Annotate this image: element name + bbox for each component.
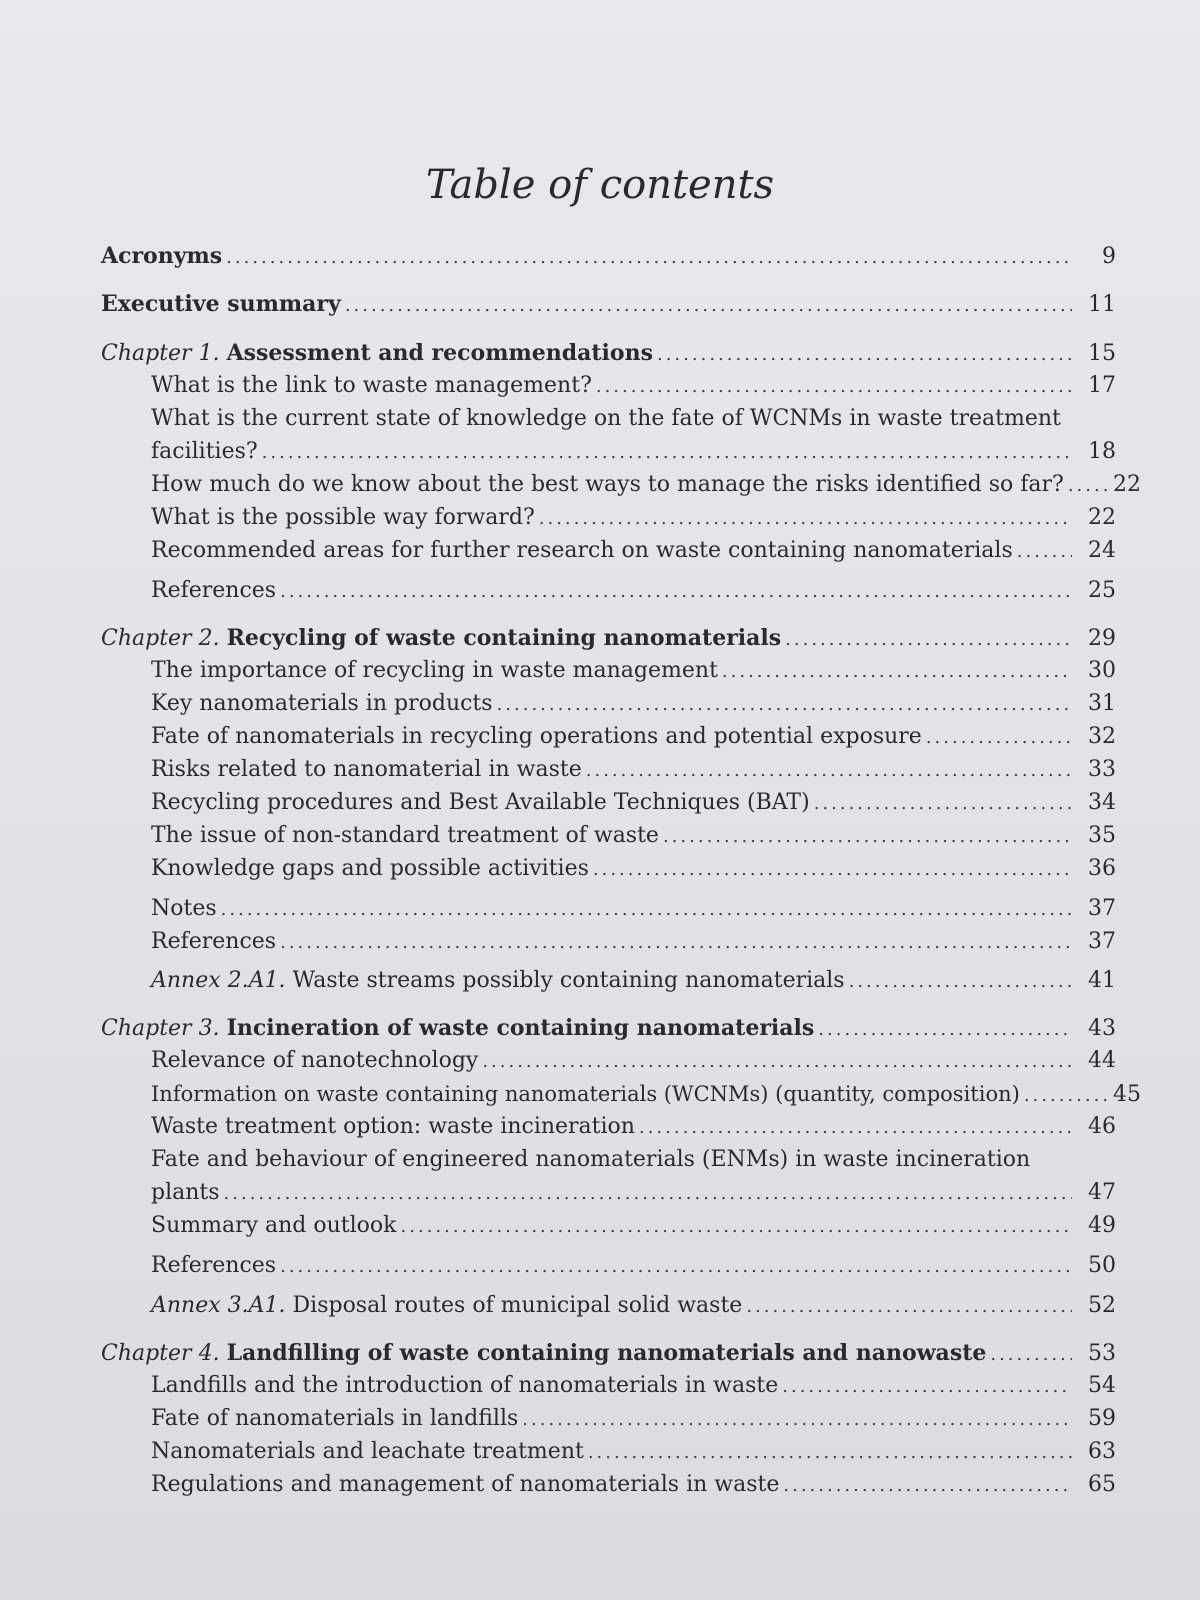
leader-dots: [522, 1405, 1072, 1435]
toc-page-number: 36: [1088, 856, 1116, 881]
toc-page-number: 25: [1088, 578, 1116, 603]
leader-dots: [1068, 471, 1109, 501]
toc-entry-title: Regulations and management of nanomaterials in waste: [151, 1472, 780, 1497]
toc-entry-references[interactable]: [151, 576, 1116, 607]
toc-entry[interactable]: [151, 722, 1116, 753]
toc-entry-title: Key nanomaterials in products: [151, 691, 493, 716]
toc-entry[interactable]: [151, 1437, 1116, 1468]
leader-dots: [224, 1179, 1072, 1209]
toc-page-number: 24: [1088, 538, 1116, 563]
leader-dots: [262, 438, 1072, 468]
toc-page-number: 49: [1088, 1213, 1116, 1238]
toc-entry-title: Landfilling of waste containing nanomaterials and nanowaste: [226, 1340, 987, 1366]
leader-dots: [586, 756, 1072, 786]
toc-entry-references[interactable]: [151, 1251, 1116, 1282]
toc-entry-title: Fate of nanomaterials in landfills: [151, 1406, 519, 1431]
toc-entry-title: Landfills and the introduction of nanomaterials in waste: [151, 1373, 779, 1398]
toc-page-number: 41: [1088, 968, 1116, 993]
toc-entry-acronyms[interactable]: [101, 241, 1116, 273]
annex-prefix: Annex 3.A1.: [151, 1293, 293, 1318]
toc-page-number: 54: [1088, 1373, 1116, 1398]
leader-dots: [280, 1252, 1072, 1282]
toc-entry[interactable]: [151, 689, 1116, 720]
toc-page-number: 65: [1088, 1472, 1116, 1497]
toc-entry-title: Assessment and recommendations: [226, 340, 653, 366]
toc-entry-annex-3a1[interactable]: [151, 1291, 1116, 1322]
chapter-prefix: Chapter 3.: [101, 1016, 227, 1041]
toc-entry-title: Risks related to nanomaterial in waste: [151, 757, 582, 782]
leader-dots: [818, 1015, 1072, 1045]
toc-entry-title: Disposal routes of municipal solid waste: [292, 1293, 743, 1318]
toc-entry[interactable]: [151, 821, 1116, 852]
toc-entry-title: Information on waste containing nanomaterials (WCNMs) (quantity, composition): [151, 1082, 1020, 1106]
toc-entry-title: Waste streams possibly containing nanomaterials: [292, 968, 845, 993]
toc-page-number: 35: [1088, 823, 1116, 848]
toc-entry-title: Recommended areas for further research on waste containing nanomaterials: [151, 538, 1013, 563]
toc-page-number: 47: [1088, 1180, 1116, 1205]
chapter-prefix: Chapter 2.: [101, 626, 227, 651]
toc-entry[interactable]: [151, 755, 1116, 786]
leader-dots: [849, 967, 1072, 997]
leader-dots: [596, 372, 1072, 402]
leader-dots: [588, 1438, 1072, 1468]
leader-dots: [783, 1471, 1072, 1501]
toc-page-number: 43: [1088, 1016, 1116, 1041]
toc-entry-title: Notes: [151, 896, 217, 921]
toc-page-number: 29: [1088, 626, 1116, 651]
chapter-prefix: Chapter 1.: [101, 341, 227, 366]
leader-dots: [345, 291, 1072, 321]
leader-dots: [722, 657, 1072, 687]
toc-entry-title: References: [151, 578, 277, 603]
toc-entry[interactable]: [151, 536, 1116, 567]
leader-dots: [639, 1113, 1072, 1143]
leader-dots: [990, 1340, 1072, 1370]
toc-entry-title: Waste treatment option: waste incineration: [151, 1114, 635, 1139]
toc-entry-title: Summary and outlook: [151, 1213, 397, 1238]
toc-page-number: 30: [1088, 658, 1116, 683]
toc-entry-title: Knowledge gaps and possible activities: [151, 856, 589, 881]
leader-dots: [280, 928, 1072, 958]
toc-entry[interactable]: [151, 371, 1116, 402]
toc-entry-title: plants: [151, 1180, 220, 1205]
toc-page-number: 52: [1088, 1293, 1116, 1318]
leader-dots: [401, 1212, 1073, 1242]
toc-entry-title: References: [151, 1253, 277, 1278]
toc-entry-title-line1: Fate and behaviour of engineered nanomaterials (ENMs) in waste incineration: [151, 1147, 1031, 1172]
toc-entry[interactable]: [151, 854, 1116, 885]
toc-page-number: 18: [1088, 439, 1116, 464]
toc-page-number: 31: [1088, 691, 1116, 716]
toc-entry-title: What is the possible way forward?: [151, 505, 535, 530]
toc-entry-title: facilities?: [151, 439, 258, 464]
toc-entry[interactable]: [151, 437, 1116, 468]
toc-entry-title: Recycling of waste containing nanomaterials: [226, 625, 782, 651]
leader-dots: [497, 690, 1072, 720]
toc-page-number: 32: [1088, 724, 1116, 749]
toc-page-number: 34: [1088, 790, 1116, 815]
toc-entry-title: The importance of recycling in waste management: [151, 658, 718, 683]
leader-dots: [746, 1292, 1072, 1322]
toc-page-number: 37: [1088, 896, 1116, 921]
toc-page-number: 50: [1088, 1253, 1116, 1278]
toc-entry-chapter-1[interactable]: [101, 338, 1116, 370]
toc-entry-references[interactable]: [151, 927, 1116, 958]
toc-entry[interactable]: [151, 1112, 1116, 1143]
toc-entry[interactable]: [151, 1046, 1116, 1077]
toc-entry-title: Incineration of waste containing nanomaterials: [226, 1015, 815, 1041]
toc-entry-title-line1: What is the current state of knowledge on the fate of WCNMs in waste treatment: [151, 406, 1061, 431]
toc-page-number: 22: [1088, 505, 1116, 530]
leader-dots: [1017, 537, 1072, 567]
toc-entry[interactable]: [151, 503, 1116, 534]
leader-dots: [926, 723, 1072, 753]
leader-dots: [593, 855, 1072, 885]
toc-page-number: 37: [1088, 929, 1116, 954]
toc-page-number: 44: [1088, 1048, 1116, 1073]
toc-page-number: 45: [1113, 1082, 1141, 1107]
toc-entry-annex-2a1[interactable]: [151, 966, 1116, 997]
toc-entry-title: References: [151, 929, 277, 954]
toc-entry-title: The issue of non-standard treatment of waste: [151, 823, 659, 848]
toc-page-number: 59: [1088, 1406, 1116, 1431]
toc-entry[interactable]: [151, 1079, 1141, 1111]
leader-dots: [539, 504, 1072, 534]
leader-dots: [663, 822, 1072, 852]
leader-dots: [814, 789, 1072, 819]
toc-entry[interactable]: [151, 788, 1116, 819]
toc-entry-title: Recycling procedures and Best Available Techniques (BAT): [151, 790, 810, 815]
toc-entry-title: How much do we know about the best ways to manage the risks identified so far?: [151, 472, 1064, 497]
toc-page-number: 11: [1088, 292, 1116, 317]
toc-entry-title: Fate of nanomaterials in recycling operations and potential exposure: [151, 724, 922, 749]
toc-entry[interactable]: [151, 1371, 1116, 1402]
page-title: Table of contents: [425, 162, 775, 208]
leader-dots: [221, 895, 1072, 925]
leader-dots: [782, 1372, 1072, 1402]
toc-entry-title: Acronyms: [101, 243, 223, 269]
toc-page-number: 22: [1113, 472, 1141, 497]
toc-entry-title: Executive summary: [101, 291, 341, 317]
toc-entry[interactable]: [151, 1178, 1116, 1209]
toc-entry[interactable]: [151, 470, 1141, 501]
toc-entry-chapter-2[interactable]: [101, 623, 1116, 655]
toc-page-number: 17: [1088, 373, 1116, 398]
toc-entry[interactable]: [151, 1470, 1116, 1501]
leader-dots: [482, 1047, 1072, 1077]
toc-page-number: 46: [1088, 1114, 1116, 1139]
toc-entry-chapter-3[interactable]: [101, 1013, 1116, 1045]
chapter-prefix: Chapter 4.: [101, 1341, 227, 1366]
leader-dots: [1024, 1081, 1109, 1111]
leader-dots: [657, 340, 1072, 370]
annex-prefix: Annex 2.A1.: [151, 968, 293, 993]
toc-entry[interactable]: [151, 656, 1116, 687]
leader-dots: [785, 625, 1072, 655]
toc-entry[interactable]: [151, 1404, 1116, 1435]
toc-page-number: 53: [1088, 1341, 1116, 1366]
toc-page-number: 33: [1088, 757, 1116, 782]
toc-page-number: 9: [1102, 244, 1116, 269]
toc-entry-title: Nanomaterials and leachate treatment: [151, 1439, 584, 1464]
toc-entry-executive-summary[interactable]: [101, 289, 1116, 321]
toc-entry-title: What is the link to waste management?: [151, 373, 592, 398]
toc-entry-notes[interactable]: [151, 894, 1116, 925]
toc-entry[interactable]: [151, 1211, 1116, 1242]
toc-entry-title: Relevance of nanotechnology: [151, 1048, 479, 1073]
toc-page-number: 63: [1088, 1439, 1116, 1464]
toc-page-number: 15: [1088, 341, 1116, 366]
toc-entry-chapter-4[interactable]: [101, 1338, 1116, 1370]
leader-dots: [226, 243, 1072, 273]
leader-dots: [280, 577, 1072, 607]
